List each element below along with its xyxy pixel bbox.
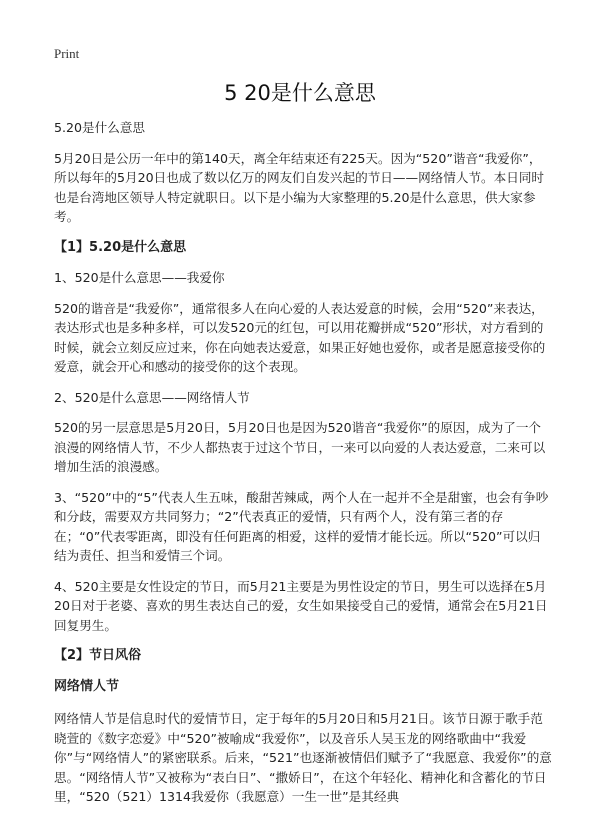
article-body (54, 118, 552, 818)
item-1-title: 1、520是什么意思——我爱你 (54, 270, 225, 285)
festival-paragraph: 网络情人节是信息时代的爱情节日，定于每年的5月20日和5月21日。该节日源于歌手范晓萱的《数字恋爱》中“520”被喻成“我爱你”，以及音乐人吴玉龙的网络歌曲中“我爱你”与“网络情人”的紧密联系。后来，“521”也逐渐被情侣们赋予了“我愿意、我爱你”的意思。“网络情人节”又被称为“表白日”、“撒娇日”，在这个年轻化、精神化和含蓄化的节日里，“520（521）1314我爱你（我愿意）一生一世”是其经典 (54, 711, 552, 804)
page-title: 5 20是什么意思 (224, 81, 376, 105)
print-link[interactable]: Print (54, 46, 80, 61)
subtitle: 5.20是什么意思 (54, 120, 146, 135)
intro-paragraph: 5月20日是公历一年中的第140天，离全年结束还有225天。因为“520”谐音“我爱你”，所以每年的5月20日也成了数以亿万的网友们自发兴起的节日——网络情人节。本日同时也是台湾地区领导人特定就职日。以下是小编为大家整理的5.20是什么意思，供大家参考。 (54, 150, 545, 224)
section-heading-2: 【2】节日风俗 (54, 648, 142, 663)
item-3-paragraph: 3、“520”中的“5”代表人生五味，酸甜苦辣咸，两个人在一起并不全是甜蜜，也会有争吵和分歧，需要双方共同努力；“2”代表真正的爱情，只有两个人，没有第三者的存在；“0”代表零距离，即没有任何距离的相爱，这样的爱情才能长远。所以“520”可以归结为责任、担当和爱情三个词。 (54, 489, 549, 563)
section-heading-1: 【1】5.20是什么意思 (54, 239, 187, 255)
item-4-paragraph: 4、520主要是女性设定的节日，而5月21主要是为男性设定的节日，男生可以选择在5月20日对于老婆、喜欢的男生表达自己的爱，女生如果接受自己的爱情，通常会在5月21日回复男生。 (54, 578, 548, 633)
item-2-title: 2、520是什么意思——网络情人节 (54, 389, 250, 405)
sub-heading: 网络情人节 (54, 678, 120, 694)
item-1-paragraph: 520的谐音是“我爱你”，通常很多人在向心爱的人表达爱意的时候，会用“520”来表达，表达形式也是多种多样，可以发520元的红包，可以用花瓣拼成“520”形状，对方看到的时候，就会立刻反应过来，你在向她表达爱意，如果正好她也爱你，或者是愿意接受你的爱意，就会开心和感动的接受你的这个表现。 (54, 300, 546, 374)
item-2-paragraph: 520的另一层意思是5月20日，5月20日也是因为520谐音“我爱你”的原因，成为了一个浪漫的网络情人节，不少人都热衷于过这个节日，一来可以向爱的人表达爱意，二来可以增加生活的浪漫感。 (54, 420, 546, 474)
